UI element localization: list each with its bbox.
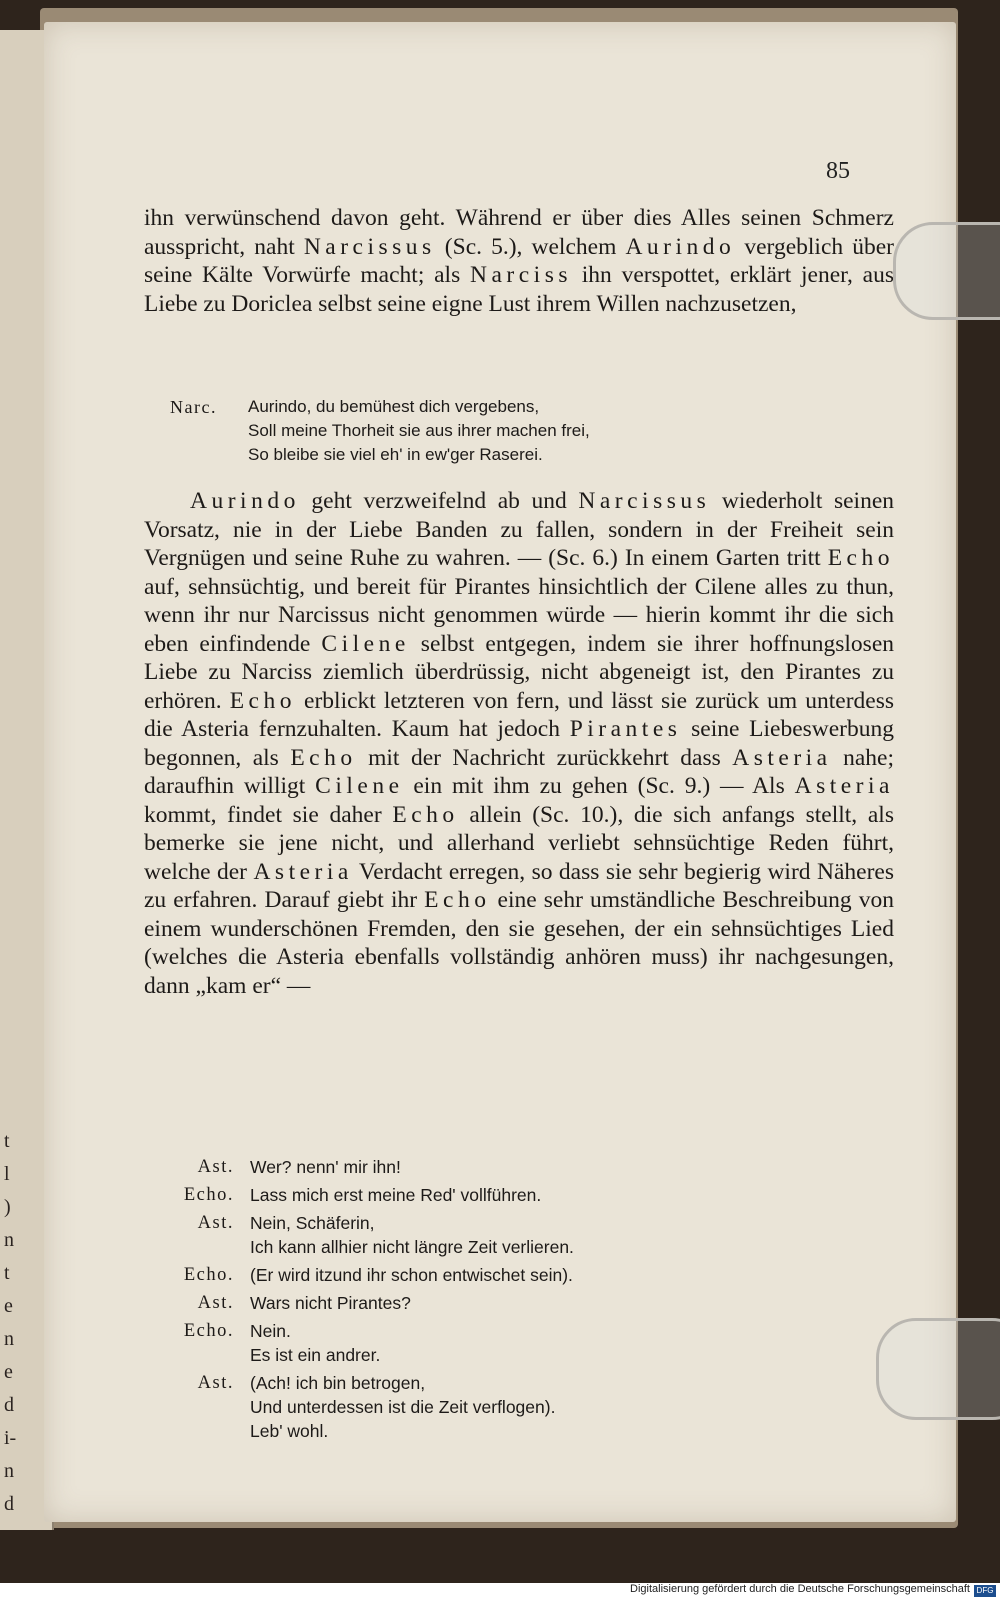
paragraph-1 — [144, 204, 894, 318]
dialogue-row — [158, 1211, 574, 1259]
edge-letter: n — [4, 1229, 14, 1251]
verse-line: So bleibe sie viel eh' in ew'ger Raserei. — [248, 445, 543, 464]
text-run: vergeblich über seine Kälte Vorwürfe macht; als — [144, 233, 894, 288]
dialogue-row — [158, 1291, 574, 1315]
verse-line: Aurindo, du bemühest dich vergebens, — [248, 397, 540, 416]
dialogue-line: Ich kann allhier nicht längre Zeit verlieren. — [250, 1237, 574, 1257]
dialogue-row — [158, 1155, 574, 1179]
page-clip-bottom — [876, 1318, 1000, 1420]
spaced-name: Cilene — [315, 773, 404, 799]
text-run: kommt, findet sie daher — [144, 801, 393, 828]
paragraph-2 — [144, 487, 894, 1000]
dialogue-speaker: Ast. — [197, 1293, 234, 1313]
dialogue-block — [158, 1155, 574, 1447]
text-run: auf, sehnsüchtig, und bereit für Pirantes hinsichtlich der Cilene alles zu thun, wenn ihr nur Narcissus nicht genommen würde — hierin kommt ihr die sich eben einfindende — [144, 573, 894, 657]
spaced-name: Echo — [392, 801, 459, 828]
spaced-name: Narcissus — [578, 488, 711, 514]
dialogue-speaker: Echo. — [183, 1321, 234, 1341]
dialogue-row — [158, 1319, 574, 1367]
dfg-logo: DFG — [974, 1585, 996, 1597]
spaced-name: Aurindo — [190, 488, 300, 514]
dialogue-speaker: Ast. — [197, 1373, 234, 1393]
footer-bar — [0, 1583, 1000, 1600]
dialogue-line: Nein, Schäferin, — [250, 1213, 375, 1233]
dialogue-speaker: Ast. — [197, 1157, 234, 1177]
edge-letter: t — [4, 1262, 10, 1284]
page-clip-top — [893, 222, 1000, 320]
text-run: ihn verwünschend davon geht. Während er über dies Alles seinen Schmerz ausspricht, naht — [144, 205, 894, 260]
page-number: 85 — [826, 158, 850, 184]
dialogue-line: Es ist ein andrer. — [250, 1345, 381, 1365]
dialogue-line: Wars nicht Pirantes? — [250, 1293, 411, 1313]
text-run: nahe; daraufhin willigt — [144, 744, 895, 799]
text-run: (Sc. 5.), welchem — [435, 233, 626, 260]
text-run: erblickt letzteren von fern, und lässt sie zurück um unterdess die Asteria fernzuhalten. Kaum hat jedoch — [144, 687, 894, 742]
dialogue-line: Wer? nenn' mir ihn! — [250, 1157, 401, 1177]
edge-letter: e — [4, 1295, 13, 1317]
edge-letter: ) — [4, 1196, 11, 1218]
dialogue-row — [158, 1183, 574, 1207]
edge-letter: i- — [4, 1427, 17, 1449]
spaced-name: Echo — [229, 687, 296, 714]
spaced-name: Asteria — [732, 744, 832, 771]
dialogue-line: (Ach! ich bin betrogen, — [250, 1373, 426, 1393]
dialogue-line: Leb' wohl. — [250, 1421, 329, 1441]
spaced-name: Aurindo — [625, 233, 736, 260]
edge-letter: d — [4, 1394, 14, 1416]
spaced-name: Narciss — [470, 262, 572, 288]
dialogue-row — [158, 1371, 574, 1443]
dialogue-speaker: Echo. — [183, 1185, 234, 1205]
dialogue-row — [158, 1263, 574, 1287]
dialogue-line: (Er wird itzund ihr schon entwischet sein). — [250, 1265, 573, 1285]
footer-credit: Digitalisierung gefördert durch die Deutsche Forschungsgemeinschaft — [630, 1583, 970, 1595]
edge-letter: d — [4, 1493, 14, 1515]
edge-letter: t — [4, 1130, 10, 1152]
spaced-name: Cilene — [321, 630, 410, 657]
edge-letter: e — [4, 1361, 13, 1383]
dialogue-line: Nein. — [250, 1321, 291, 1341]
text-run: ein mit ihm zu gehen (Sc. 9.) — Als — [403, 773, 795, 799]
dialogue-speaker: Ast. — [197, 1213, 234, 1233]
book-page — [44, 22, 956, 1522]
spaced-name: Pirantes — [569, 716, 682, 742]
dialogue-line: Lass mich erst meine Red' vollführen. — [250, 1185, 542, 1205]
spaced-name: Echo — [290, 744, 357, 771]
text-run: selbst entgegen, indem sie ihrer hoffnungslosen Liebe zu Narciss ziemlich überdrüssig, nicht abgeneigt ist, den Pirantes zu erhören. — [144, 630, 894, 714]
text-run: ihn verspottet, erklärt jener, aus Liebe zu Doriclea selbst seine eigne Lust ihrem Willen nachzusetzen, — [144, 262, 895, 317]
spaced-name: Echo — [424, 887, 491, 913]
verse-line: Soll meine Thorheit sie aus ihrer machen frei, — [248, 421, 590, 440]
verse-block — [170, 395, 590, 467]
text-run: geht verzweifelnd ab und — [299, 488, 579, 514]
spaced-name: Asteria — [253, 858, 353, 885]
text-run: allein (Sc. 10.), die sich anfangs stellt, als bemerke sie jene nicht, und allerhand verliebt sehnsüchtige Reden führt, welche der — [144, 801, 894, 885]
dialogue-speaker: Echo. — [183, 1265, 234, 1285]
spaced-name: Narcissus — [303, 233, 436, 260]
text-run: Verdacht erregen, so dass sie sehr begierig wird Näheres zu erfahren. Darauf giebt ihr — [144, 858, 894, 913]
text-run: seine Liebeswerbung begonnen, als — [144, 716, 894, 771]
edge-letter: n — [4, 1328, 14, 1350]
previous-page-letters — [4, 1125, 24, 1521]
spaced-name: Echo — [827, 545, 894, 571]
verse-speaker: Narc. — [170, 397, 217, 417]
text-run: mit der Nachricht zurückkehrt dass — [356, 744, 733, 771]
edge-letter: l — [4, 1163, 10, 1185]
spaced-name: Asteria — [794, 773, 894, 799]
edge-letter: n — [4, 1460, 14, 1482]
dialogue-line: Und unterdessen ist die Zeit verflogen). — [250, 1397, 556, 1417]
text-run: eine sehr umständliche Beschreibung von einem wunderschönen Fremden, den sie gesehen, der ein sehnsüchtiges Lied (welches die Asteria ebenfalls vollständig anhören muss) ihr nachgesungen, dann „kam er“ — — [144, 887, 895, 999]
text-run: wiederholt seinen Vorsatz, nie in der Liebe Banden zu fallen, sondern in der Freiheit sein Vergnügen und seine Ruhe zu wahren. — (Sc. 6.) In einem Garten tritt — [144, 488, 895, 571]
